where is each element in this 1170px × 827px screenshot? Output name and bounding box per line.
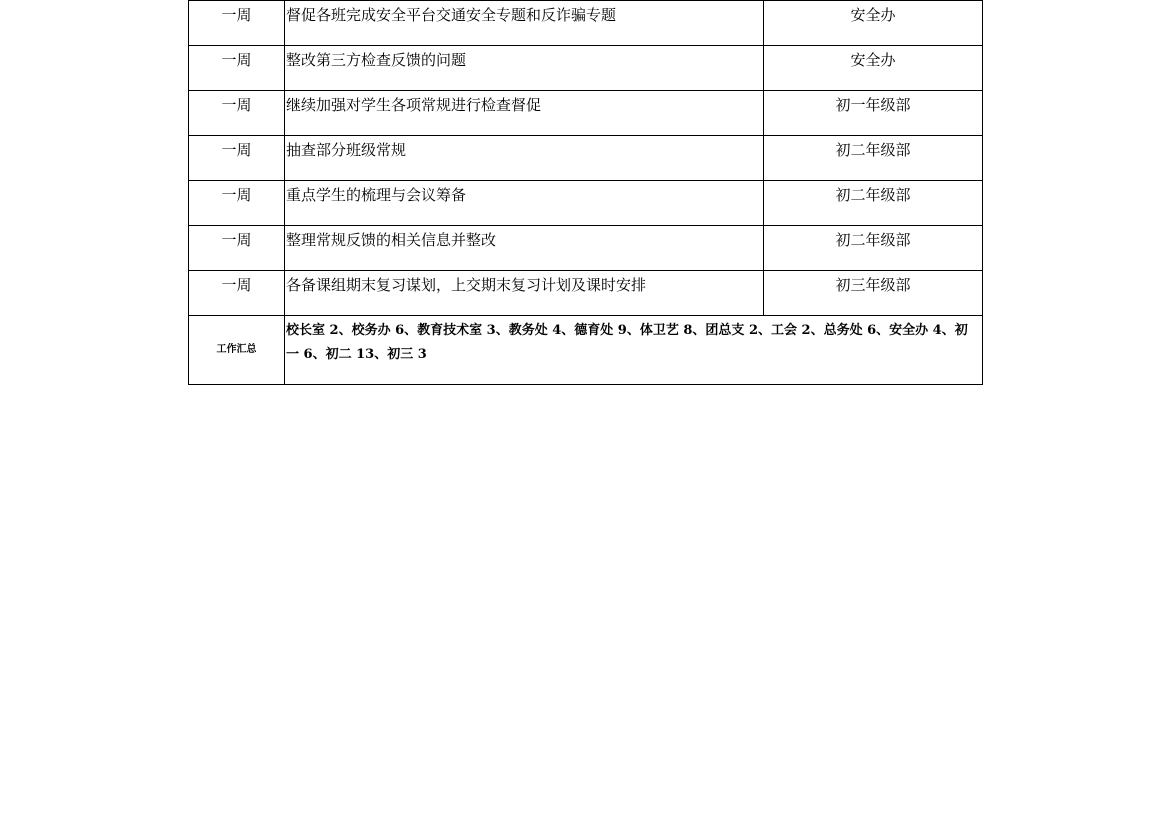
period-cell: 一周 [189, 226, 285, 271]
table-row [189, 226, 983, 271]
period-cell: 一周 [189, 1, 285, 46]
period-cell: 一周 [189, 46, 285, 91]
table-row [189, 1, 983, 46]
table-row [189, 181, 983, 226]
summary-label: 工作汇总 [189, 316, 285, 385]
table-row [189, 46, 983, 91]
department-cell: 安全办 [764, 1, 983, 46]
task-cell: 整改第三方检查反馈的问题 [285, 46, 764, 91]
department-cell: 安全办 [764, 46, 983, 91]
work-plan-table [188, 0, 983, 385]
department-cell: 初二年级部 [764, 226, 983, 271]
task-cell: 督促各班完成安全平台交通安全专题和反诈骗专题 [285, 1, 764, 46]
period-cell: 一周 [189, 91, 285, 136]
department-cell: 初一年级部 [764, 91, 983, 136]
task-cell: 整理常规反馈的相关信息并整改 [285, 226, 764, 271]
table-row [189, 136, 983, 181]
task-cell: 重点学生的梳理与会议筹备 [285, 181, 764, 226]
summary-text: 校长室 2、校务办 6、教育技术室 3、教务处 4、德育处 9、体卫艺 8、团总支 2、工会 2、总务处 6、安全办 4、初一 6、初二 13、初三 3 [285, 316, 983, 385]
task-cell: 抽查部分班级常规 [285, 136, 764, 181]
task-cell: 各备课组期末复习谋划，上交期末复习计划及课时安排 [285, 271, 764, 316]
period-cell: 一周 [189, 271, 285, 316]
table-row [189, 91, 983, 136]
table-row [189, 271, 983, 316]
summary-row [189, 316, 983, 385]
task-cell: 继续加强对学生各项常规进行检查督促 [285, 91, 764, 136]
period-cell: 一周 [189, 181, 285, 226]
period-cell: 一周 [189, 136, 285, 181]
department-cell: 初二年级部 [764, 181, 983, 226]
department-cell: 初三年级部 [764, 271, 983, 316]
department-cell: 初二年级部 [764, 136, 983, 181]
